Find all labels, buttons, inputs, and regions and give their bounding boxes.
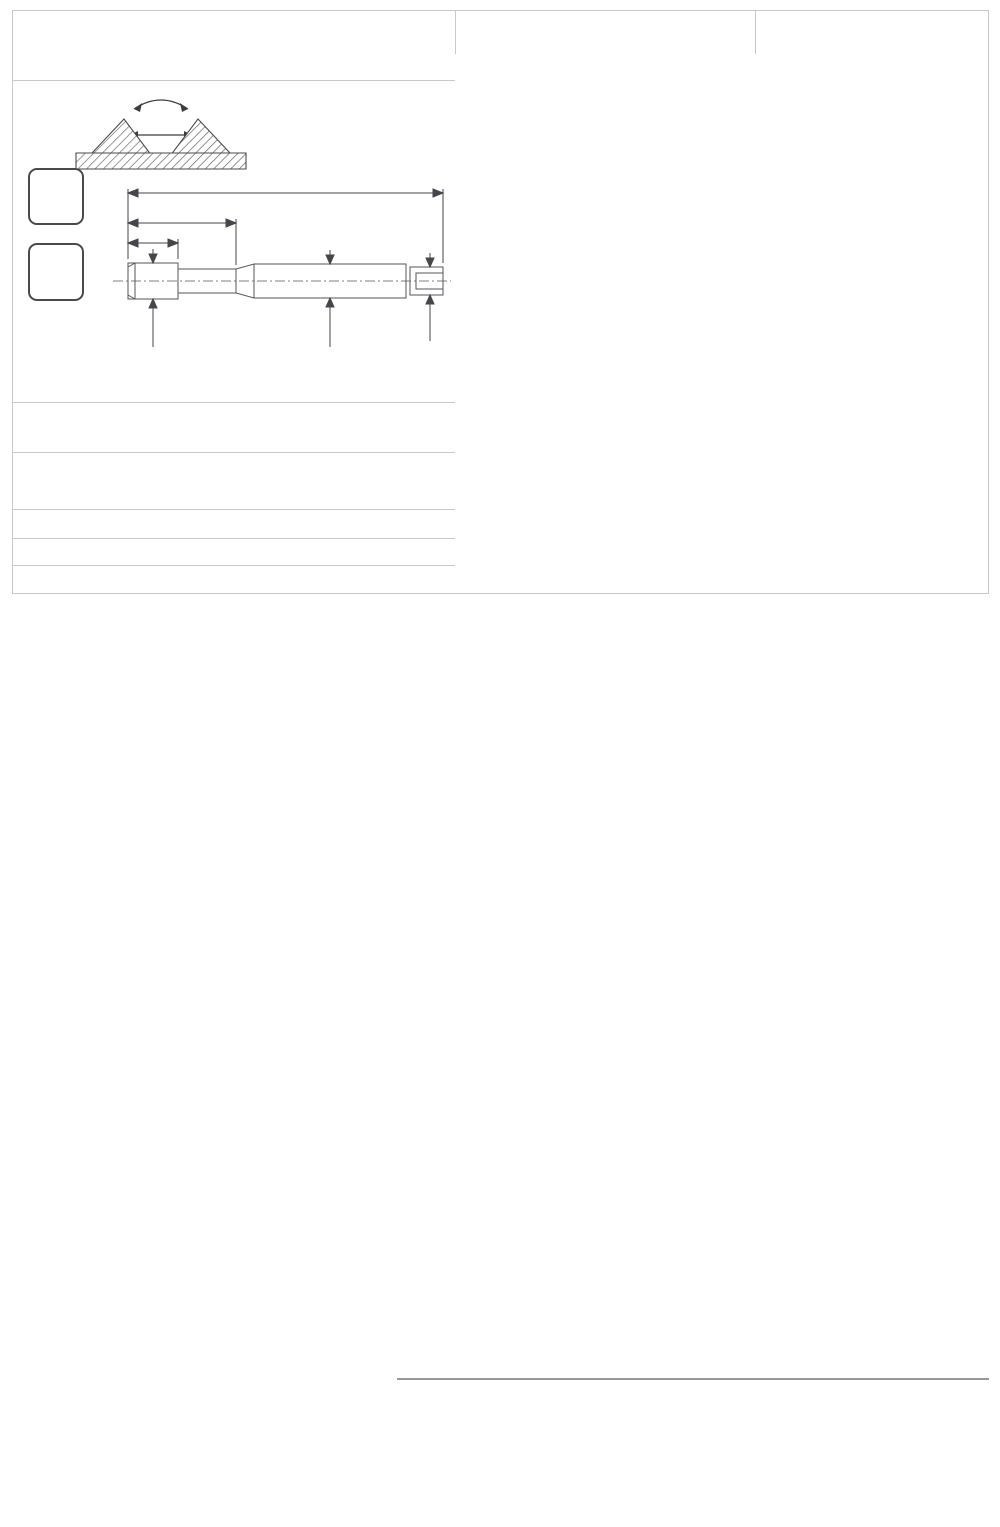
- hsse-standard-badge: [28, 168, 84, 225]
- cutting-speed-table: [397, 1378, 989, 1380]
- header-empty-cell: [755, 10, 989, 54]
- quality-label: [12, 509, 455, 538]
- coating-label: [12, 538, 455, 565]
- tap-dimension-drawing: [108, 151, 453, 381]
- header-spec-block: [12, 10, 989, 594]
- din-standard-badge: [28, 243, 84, 301]
- chamfer-label: [12, 565, 455, 593]
- page-title: [12, 10, 455, 80]
- material-groups-label: [12, 402, 455, 452]
- hole-type-label: [12, 452, 455, 509]
- technical-drawing-cell: [12, 80, 455, 402]
- brand-logo: [455, 10, 755, 54]
